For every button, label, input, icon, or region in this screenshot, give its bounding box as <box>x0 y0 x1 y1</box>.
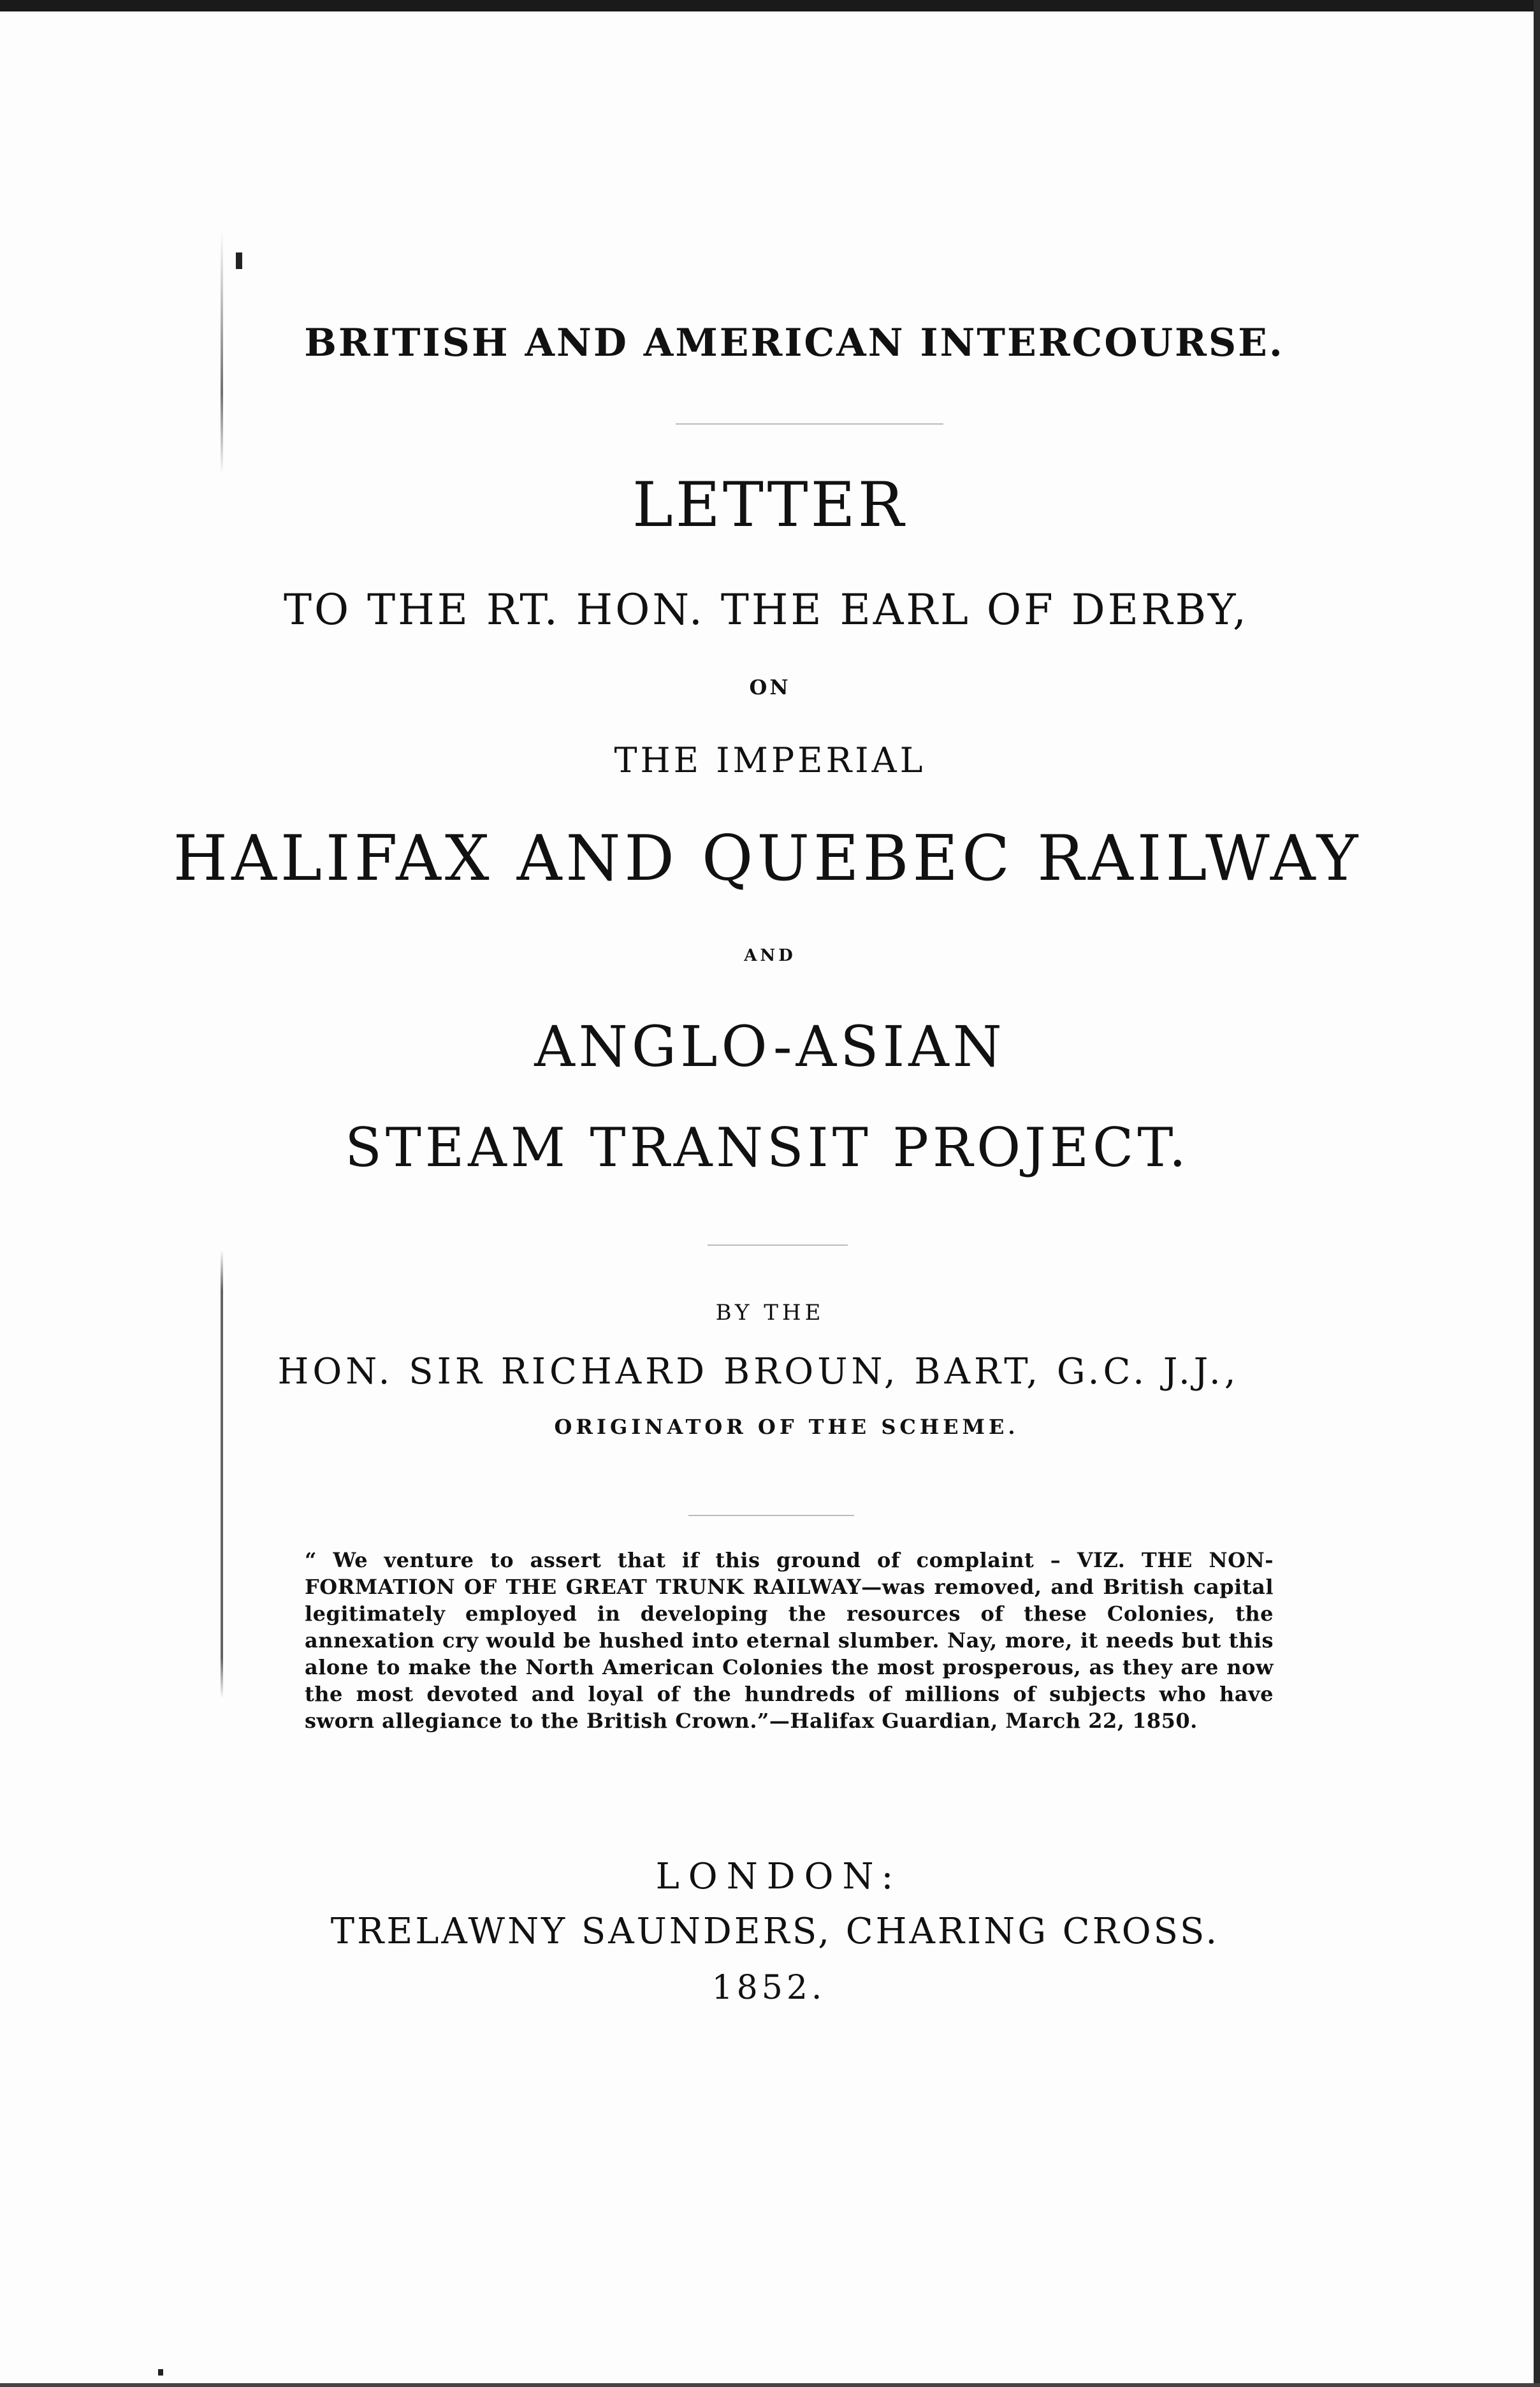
scan-bottom-border <box>0 2383 1540 2387</box>
heading-letter: LETTER <box>632 469 907 541</box>
byline: BY THE <box>715 1300 825 1325</box>
divider-rule <box>676 423 943 425</box>
imprint-city: LONDON: <box>655 1856 903 1897</box>
subject-line-anglo-asian: ANGLO-ASIAN <box>534 1014 1006 1079</box>
series-title: BRITISH AND AMERICAN INTERCOURSE. <box>304 321 1284 365</box>
subject-line-railway: HALIFAX AND QUEBEC RAILWAY <box>173 822 1362 895</box>
divider-rule <box>688 1515 854 1516</box>
imprint-publisher: TRELAWNY SAUNDERS, CHARING CROSS. <box>330 1911 1220 1952</box>
addressee-line: TO THE RT. HON. THE EARL OF DERBY, <box>284 585 1249 634</box>
and-word: AND <box>744 946 796 965</box>
scan-speck <box>158 2369 163 2376</box>
divider-rule <box>708 1245 848 1246</box>
subject-line-imperial: THE IMPERIAL <box>614 740 926 780</box>
on-word: ON <box>749 675 791 699</box>
author-name: HON. SIR RICHARD BROUN, BART, G.C. J.J., <box>277 1351 1240 1392</box>
scan-top-border <box>0 0 1540 11</box>
epigraph-quote: “ We venture to assert that if this ground of complaint – VIZ. THE NON-FORMATION OF THE GREAT TRUNK RAILWAY—was removed, and British capital legitimately employed in developing the resources of these Colonies, the annexation cry would be hushed into eternal slumber. Nay, more, it needs but this alone to make the North American Colonies the most prosperous, as they are now the most devoted and loyal of the hundreds of millions of subjects who have sworn allegiance to the British Crown.”—Halifax Guardian, March 22, 1850. <box>305 1548 1274 1733</box>
author-role: ORIGINATOR OF THE SCHEME. <box>554 1415 1019 1439</box>
scan-gutter-shadow <box>221 230 223 2270</box>
imprint-year: 1852. <box>711 1969 826 2007</box>
subject-line-steam-transit: STEAM TRANSIT PROJECT. <box>345 1116 1190 1179</box>
scan-speck <box>236 252 242 269</box>
